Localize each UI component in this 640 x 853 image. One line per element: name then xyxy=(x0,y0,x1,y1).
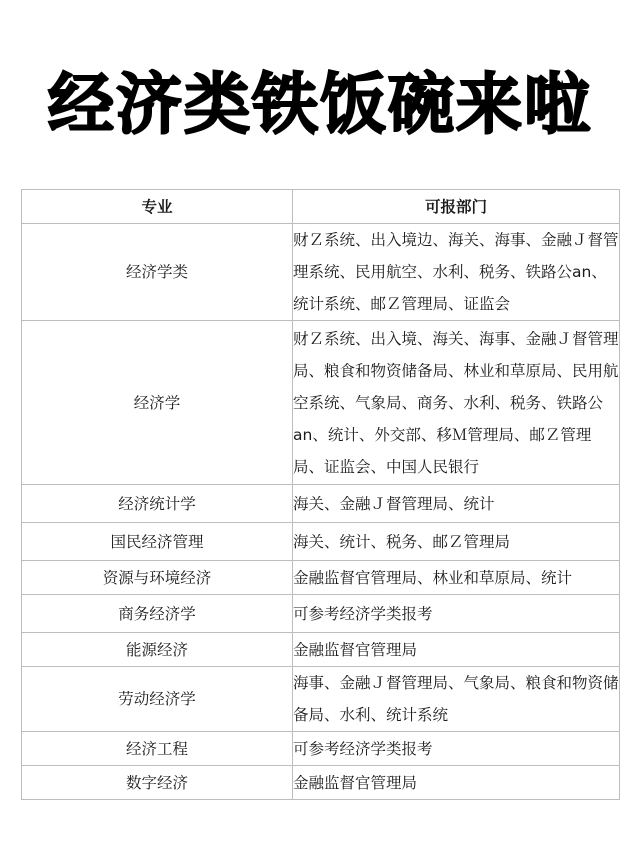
table-row xyxy=(22,485,620,523)
table-row xyxy=(22,321,620,485)
major-cell: 经济学 xyxy=(22,321,293,485)
departments-cell: 海关、统计、税务、邮Ｚ管理局 xyxy=(293,523,620,561)
page-title: 经济类铁饭碗来啦 xyxy=(48,66,592,143)
major-cell: 商务经济学 xyxy=(22,595,293,633)
table-header-row xyxy=(22,190,620,224)
departments-cell: 金融监督官管理局 xyxy=(293,633,620,667)
departments-cell: 海关、金融Ｊ督管理局、统计 xyxy=(293,485,620,523)
table-row xyxy=(22,523,620,561)
table-row xyxy=(22,561,620,595)
major-cell: 经济工程 xyxy=(22,732,293,766)
majors-table xyxy=(21,189,620,800)
header-departments: 可报部门 xyxy=(293,190,620,224)
departments-cell: 海事、金融Ｊ督管理局、气象局、粮食和物资储备局、水利、统计系统 xyxy=(293,667,620,732)
major-cell: 数字经济 xyxy=(22,766,293,800)
table-row xyxy=(22,766,620,800)
table-row xyxy=(22,633,620,667)
departments-cell: 金融监督官管理局、林业和草原局、统计 xyxy=(293,561,620,595)
major-cell: 经济学类 xyxy=(22,224,293,321)
departments-cell: 金融监督官管理局 xyxy=(293,766,620,800)
departments-cell: 财Ｚ系统、出入境边、海关、海事、金融Ｊ督管理系统、民用航空、水利、税务、铁路公an、统计系统、邮Ｚ管理局、证监会 xyxy=(293,224,620,321)
table-row xyxy=(22,667,620,732)
major-cell: 能源经济 xyxy=(22,633,293,667)
major-cell: 国民经济管理 xyxy=(22,523,293,561)
departments-cell: 财Ｚ系统、出入境、海关、海事、金融Ｊ督管理局、粮食和物资储备局、林业和草原局、民用航空系统、气象局、商务、水利、税务、铁路公an、统计、外交部、移Ｍ管理局、邮Ｚ管理局、证监会、中国人民银行 xyxy=(293,321,620,485)
table-row xyxy=(22,224,620,321)
departments-cell: 可参考经济学类报考 xyxy=(293,732,620,766)
major-cell: 劳动经济学 xyxy=(22,667,293,732)
major-cell: 资源与环境经济 xyxy=(22,561,293,595)
departments-cell: 可参考经济学类报考 xyxy=(293,595,620,633)
table-row xyxy=(22,732,620,766)
table-row xyxy=(22,595,620,633)
header-major: 专业 xyxy=(22,190,293,224)
major-cell: 经济统计学 xyxy=(22,485,293,523)
